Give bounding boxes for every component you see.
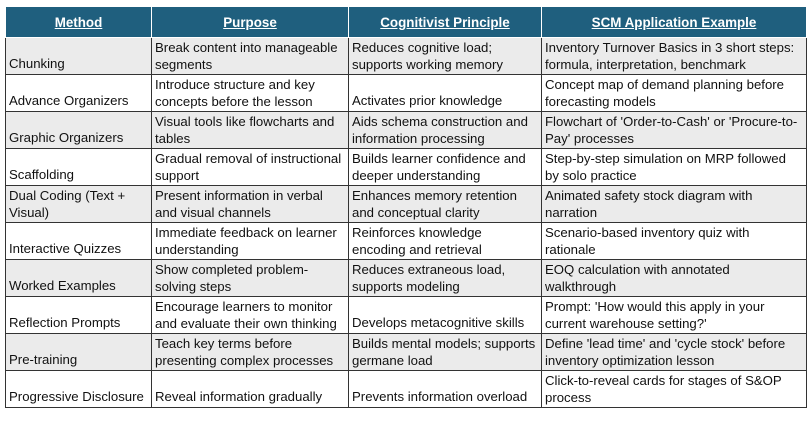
example-cell: Concept map of demand planning before forecasting models: [542, 75, 807, 112]
table-row: [6, 75, 807, 112]
principle-cell: Builds mental models; supports germane load: [349, 334, 542, 371]
method-cell: Advance Organizers: [6, 75, 152, 112]
principle-cell: Builds learner confidence and deeper understanding: [349, 149, 542, 186]
header-purpose: Purpose: [152, 7, 349, 38]
example-cell: Inventory Turnover Basics in 3 short steps: formula, interpretation, benchmark: [542, 38, 807, 75]
table-row: [6, 334, 807, 371]
table-row: [6, 223, 807, 260]
header-method: Method: [6, 7, 152, 38]
example-cell: Animated safety stock diagram with narration: [542, 186, 807, 223]
example-cell: Define 'lead time' and 'cycle stock' before inventory optimization lesson: [542, 334, 807, 371]
purpose-cell: Reveal information gradually: [152, 371, 349, 408]
table-row: [6, 112, 807, 149]
principle-cell: Activates prior knowledge: [349, 75, 542, 112]
header-scm-application-example: SCM Application Example: [542, 7, 807, 38]
principle-cell: Develops metacognitive skills: [349, 297, 542, 334]
method-cell: Scaffolding: [6, 149, 152, 186]
principle-cell: Prevents information overload: [349, 371, 542, 408]
example-cell: Step-by-step simulation on MRP followed by solo practice: [542, 149, 807, 186]
purpose-cell: Present information in verbal and visual channels: [152, 186, 349, 223]
purpose-cell: Encourage learners to monitor and evaluate their own thinking: [152, 297, 349, 334]
purpose-cell: Immediate feedback on learner understanding: [152, 223, 349, 260]
example-cell: EOQ calculation with annotated walkthrough: [542, 260, 807, 297]
method-cell: Progressive Disclosure: [6, 371, 152, 408]
table-row: [6, 260, 807, 297]
method-cell: Interactive Quizzes: [6, 223, 152, 260]
methods-table-container: [5, 6, 806, 418]
method-cell: Dual Coding (Text + Visual): [6, 186, 152, 223]
purpose-cell: Visual tools like flowcharts and tables: [152, 112, 349, 149]
principle-cell: Enhances memory retention and conceptual clarity: [349, 186, 542, 223]
purpose-cell: Teach key terms before presenting complex processes: [152, 334, 349, 371]
method-cell: Graphic Organizers: [6, 112, 152, 149]
principle-cell: Reduces extraneous load, supports modeling: [349, 260, 542, 297]
table-row: [6, 186, 807, 223]
method-cell: Chunking: [6, 38, 152, 75]
methods-table: [5, 6, 807, 408]
header-cognitivist-principle: Cognitivist Principle: [349, 7, 542, 38]
principle-cell: Reduces cognitive load; supports working memory: [349, 38, 542, 75]
table-row: [6, 149, 807, 186]
purpose-cell: Show completed problem-solving steps: [152, 260, 349, 297]
principle-cell: Reinforces knowledge encoding and retrieval: [349, 223, 542, 260]
table-row: [6, 371, 807, 408]
method-cell: Reflection Prompts: [6, 297, 152, 334]
purpose-cell: Break content into manageable segments: [152, 38, 349, 75]
method-cell: Pre-training: [6, 334, 152, 371]
example-cell: Flowchart of 'Order-to-Cash' or 'Procure-to-Pay' processes: [542, 112, 807, 149]
table-row: [6, 297, 807, 334]
method-cell: Worked Examples: [6, 260, 152, 297]
example-cell: Prompt: 'How would this apply in your current warehouse setting?': [542, 297, 807, 334]
table-row: [6, 38, 807, 75]
example-cell: Scenario-based inventory quiz with rationale: [542, 223, 807, 260]
purpose-cell: Introduce structure and key concepts before the lesson: [152, 75, 349, 112]
purpose-cell: Gradual removal of instructional support: [152, 149, 349, 186]
principle-cell: Aids schema construction and information processing: [349, 112, 542, 149]
header-row: [6, 7, 807, 38]
example-cell: Click-to-reveal cards for stages of S&OP process: [542, 371, 807, 408]
